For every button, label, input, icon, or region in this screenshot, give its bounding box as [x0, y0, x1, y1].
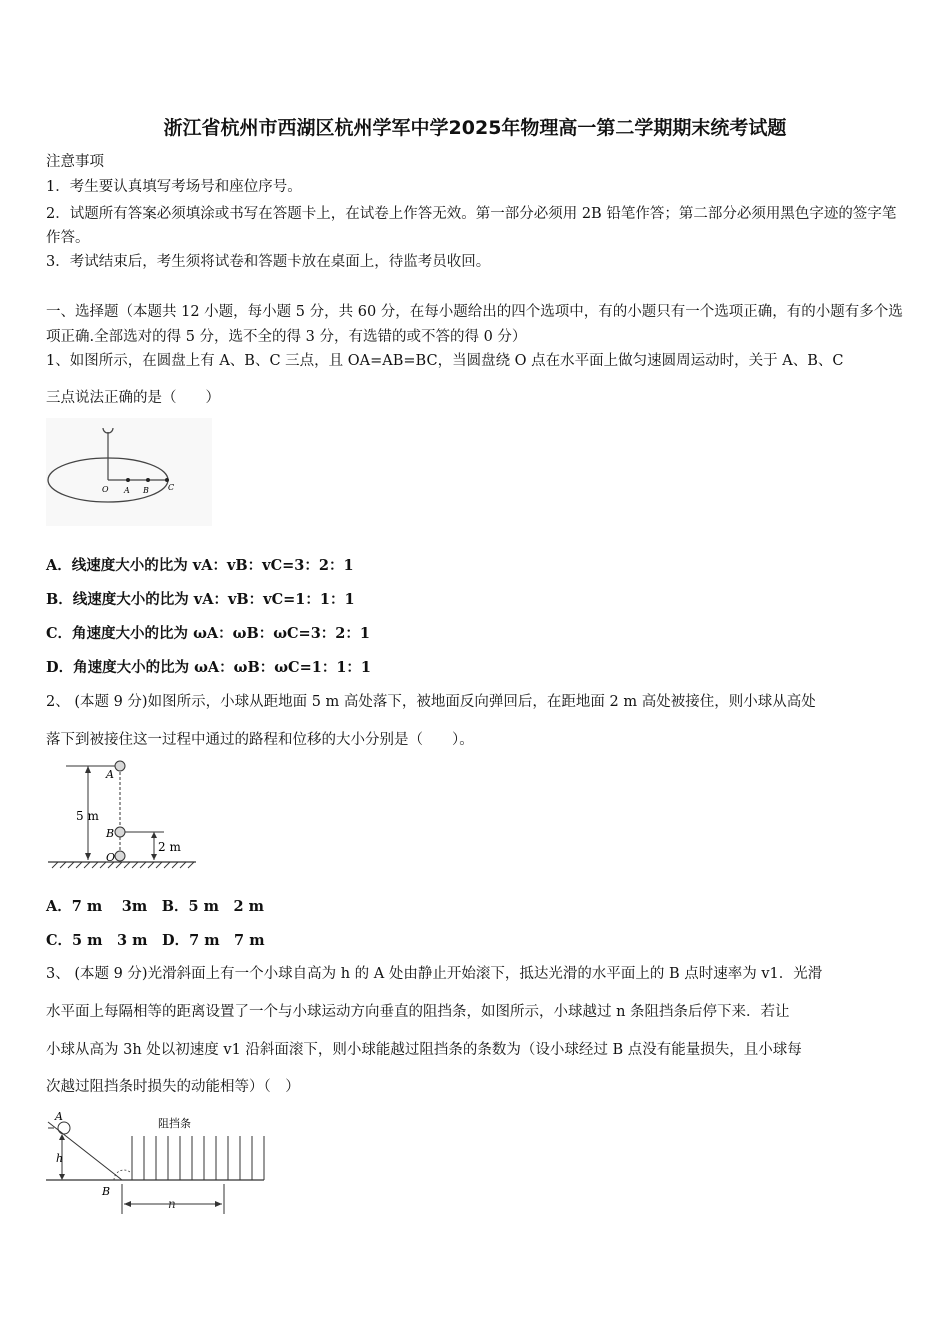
label-b: B [106, 827, 115, 840]
label-a: A [124, 486, 130, 495]
label-strip: 阻挡条 [158, 1117, 191, 1130]
section-heading: 一、选择题（本题共 12 小题，每小题 5 分，共 60 分，在每小题给出的四个选项中，有的小题只有一个选项正确，有的小题有多个选项正确.全部选对的得 5 分，选不全的得 3 分，有选错的或不答的得 0 分） [46, 304, 903, 345]
point-b [146, 478, 150, 482]
label-c: C [168, 483, 175, 492]
label-b: B [143, 486, 149, 495]
q1-option-b: B．线速度大小的比为 vA：vB：vC=1：1：1 [46, 591, 355, 608]
point-c [165, 478, 169, 482]
q1-stem: 三点说法正确的是（ ） [46, 390, 220, 406]
q3-stem: 水平面上每隔相等的距离设置了一个与小球运动方向垂直的阻挡条，如图所示，小球越过 n 条阻挡条后停下来．若让 [46, 1004, 790, 1020]
q1-option-d: D．角速度大小的比为 ωA：ωB：ωC=1：1：1 [46, 659, 372, 676]
page-title: 浙江省杭州市西湖区杭州学军中学2025年物理高一第二学期期末统考试题 [163, 117, 787, 139]
q3-incline-figure [40, 1108, 272, 1218]
label-a: A [55, 1110, 63, 1123]
label-o: O [102, 485, 109, 494]
q2-options-cd: C．5 m 3 m D．7 m 7 m [46, 932, 265, 949]
label-2m: 2 m [158, 840, 181, 854]
notice-item: 3．考试结束后，考生须将试卷和答题卡放在桌面上，待监考员收回。 [46, 254, 491, 270]
notice-item: 1．考生要认真填写考场号和座位序号。 [46, 179, 302, 195]
q3-stem: 小球从高为 3h 处以初速度 v1 沿斜面滚下，则小球能越过阻挡条的条数为（设小球经过 B 点没有能量损失，且小球每 [46, 1042, 802, 1058]
label-5m: 5 m [76, 809, 99, 823]
ball-b [115, 827, 125, 837]
label-a: A [106, 768, 114, 781]
q1-stem: 1、如图所示，在圆盘上有 A、B、C 三点，且 OA=AB=BC，当圆盘绕 O 点在水平面上做匀速圆周运动时，关于 A、B、C [46, 353, 844, 369]
q1-disk-figure [46, 418, 212, 526]
ball [58, 1122, 70, 1134]
q1-option-c: C．角速度大小的比为 ωA：ωB：ωC=3：2：1 [46, 625, 370, 642]
barrier-strips [132, 1136, 264, 1180]
ball-o [115, 851, 125, 861]
q2-bounce-figure [46, 758, 198, 873]
q2-options-ab: A．7 m 3m B．5 m 2 m [46, 898, 264, 915]
label-b: B [102, 1185, 111, 1198]
point-a [126, 478, 130, 482]
notice-item: 2．试题所有答案必须填涂或书写在答题卡上，在试卷上作答无效。第一部分必须用 2B 铅笔作答；第二部分必须用黑色字迹的签字笔作答。 [46, 206, 897, 246]
notice-heading: 注意事项 [46, 154, 104, 170]
label-h: h [56, 1152, 64, 1165]
q1-option-a: A．线速度大小的比为 vA：vB：vC=3：2：1 [46, 557, 354, 574]
q2-stem: 2、 (本题 9 分)如图所示，小球从距地面 5 m 高处落下，被地面反向弹回后，在距地面 2 m 高处被接住，则小球从高处 [46, 694, 816, 710]
label-o: O [106, 851, 116, 864]
label-n: n [168, 1197, 176, 1211]
q3-stem: 3、 (本题 9 分)光滑斜面上有一个小球自高为 h 的 A 处由静止开始滚下，抵达光滑的水平面上的 B 点时速率为 v1．光滑 [46, 966, 823, 982]
q2-stem: 落下到被接住这一过程中通过的路程和位移的大小分别是（ ）。 [46, 732, 474, 748]
ball-a [115, 761, 125, 771]
q3-stem: 次越过阻挡条时损失的动能相等）（ ） [46, 1079, 300, 1095]
